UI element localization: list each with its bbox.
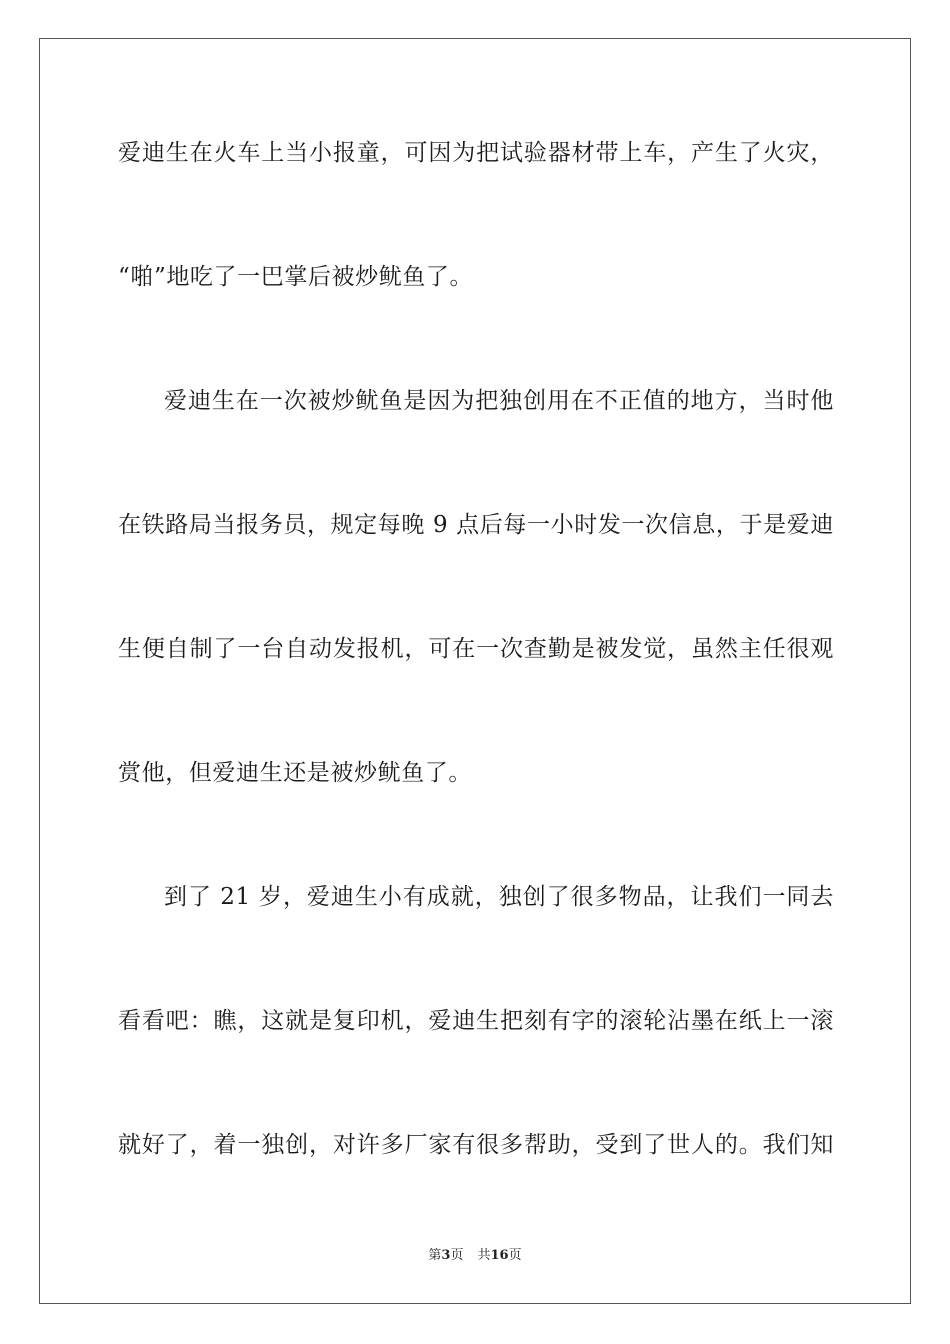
text-line-4: 在铁路局当报务员，规定每晚 9 点后每一小时发一次信息，于是爱迪 bbox=[118, 512, 834, 538]
current-page-number: 3 bbox=[441, 1248, 451, 1263]
text-line-3: 爱迪生在一次被炒鱿鱼是因为把独创用在不正值的地方，当时他 bbox=[164, 388, 834, 414]
total-page-number: 16 bbox=[490, 1248, 509, 1263]
text-line-8: 看看吧：瞧，这就是复印机，爱迪生把刻有字的滚轮沾墨在纸上一滚 bbox=[118, 1008, 834, 1034]
total-prefix: 共 bbox=[477, 1248, 491, 1263]
total-suffix: 页 bbox=[508, 1248, 522, 1263]
text-line-1: 爱迪生在火车上当小报童，可因为把试验器材带上车，产生了火灾， bbox=[118, 140, 834, 166]
page-border bbox=[39, 38, 911, 1304]
text-line-7: 到了 21 岁，爱迪生小有成就，独创了很多物品，让我们一同去 bbox=[164, 884, 834, 910]
page-prefix: 第 bbox=[428, 1248, 442, 1263]
text-line-2: “啪”地吃了一巴掌后被炒鱿鱼了。 bbox=[118, 264, 474, 290]
text-line-9: 就好了，着一独创，对许多厂家有很多帮助，受到了世人的。我们知 bbox=[118, 1132, 834, 1158]
page-suffix: 页 bbox=[450, 1248, 464, 1263]
text-line-5: 生便自制了一台自动发报机，可在一次查勤是被发觉，虽然主任很观 bbox=[118, 636, 834, 662]
page-footer bbox=[0, 1247, 950, 1265]
text-line-6: 赏他，但爱迪生还是被炒鱿鱼了。 bbox=[118, 760, 472, 786]
